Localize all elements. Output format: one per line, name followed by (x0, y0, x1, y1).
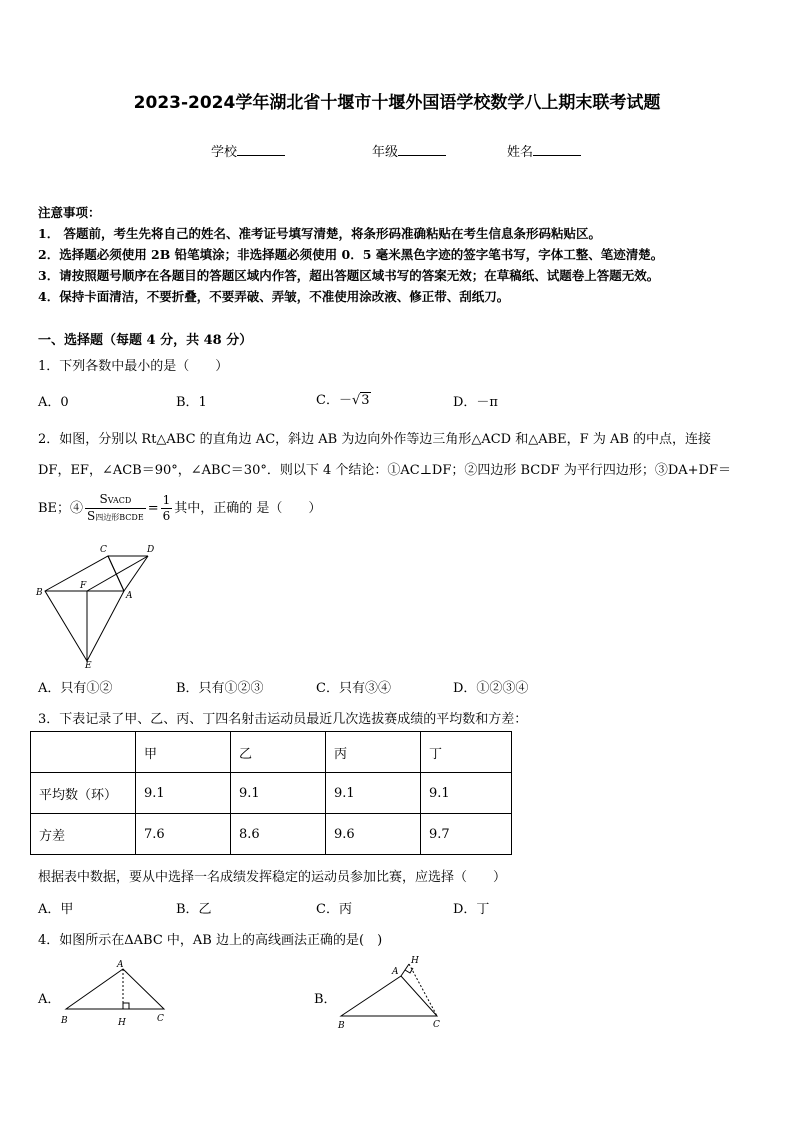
q1-option-c[interactable] (316, 389, 371, 408)
q2-line-3: BE；④ $\frac{\text{SVACD}}{\text{S四边形BCDE}}$ = $\frac{1}{6}$ 其中，正确的 是（ ） (38, 492, 322, 523)
school-blank[interactable] (237, 143, 285, 156)
section-heading: 一、选择题（每题 4 分，共 48 分） (38, 333, 253, 348)
fig-line-da (124, 556, 148, 591)
notice-item-2: 2．选择题必须使用 2B 铅笔填涂；非选择题必须使用 0．5 毫米黑色字迹的签字笔书写，字体工整、笔迹清楚。 (38, 247, 664, 262)
q4-figure-b (333, 950, 453, 1034)
fig-b-label-c: C (433, 1020, 440, 1030)
table-cell: 9.1 (136, 773, 231, 814)
table-header-cell: 乙 (231, 732, 326, 773)
school-field (211, 141, 285, 160)
fig-b-label-b: B (338, 1021, 345, 1031)
fig-label-d: D (147, 545, 155, 555)
school-label: 学校 (211, 145, 238, 160)
frac-num-s: S (99, 492, 108, 506)
frac-one: 1 (162, 493, 171, 507)
q4-option-a[interactable]: A． (38, 992, 61, 1007)
q2-option-b[interactable]: B．只有①②③ (176, 681, 264, 696)
name-blank[interactable] (533, 143, 581, 156)
q3-option-d[interactable]: D．丁 (453, 902, 490, 917)
scores-table (30, 731, 512, 855)
fig-label-a: A (126, 591, 133, 601)
q2-line-2: DF，EF，∠ACB＝90°，∠ABC＝30°．则以下 4 个结论：①AC⊥DF；②四边形 BCDF 为平行四边形；③DA+DF＝ (38, 463, 731, 478)
q1-option-c-prefix: C．－ (316, 393, 352, 408)
q2-line-1: 2．如图，分别以 Rt△ABC 的直角边 AC，斜边 AB 为边向外作等边三角形△ACD 和△ABE，F 为 AB 的中点，连接 (38, 432, 712, 447)
table-header-cell: 甲 (136, 732, 231, 773)
notice-item-1: 1． 答题前，考生先将自己的姓名、准考证号填写清楚，将条形码准确粘贴在考生信息条形码粘贴区。 (38, 226, 602, 241)
notice-item-4: 4．保持卡面清洁，不要折叠，不要弄破、弄皱，不准使用涂改液、修正带、刮纸刀。 (38, 289, 510, 304)
table-cell: 9.1 (231, 773, 326, 814)
table-header-row (31, 732, 512, 773)
table-row (31, 814, 512, 855)
grade-field (372, 141, 446, 160)
table-cell: 7.6 (136, 814, 231, 855)
table-header-cell (31, 732, 136, 773)
table-cell: 平均数（环） (31, 773, 136, 814)
table-cell: 8.6 (231, 814, 326, 855)
fig-label-f: F (80, 581, 87, 591)
frac-num-sub: VACD (107, 496, 132, 505)
table-cell: 9.7 (421, 814, 512, 855)
q1-option-a[interactable]: A．0 (38, 395, 69, 410)
fig-label-b: B (36, 588, 43, 598)
fig-line-ca (108, 556, 124, 591)
grade-label: 年级 (372, 145, 399, 160)
q2-option-a[interactable]: A．只有①② (38, 681, 113, 696)
fig-label-e: E (85, 661, 92, 670)
fig-label-c: C (100, 545, 107, 555)
q3-option-b[interactable]: B．乙 (176, 902, 212, 917)
q2-line-3-suffix: 其中，正确的 是（ ） (174, 501, 322, 516)
fig-line-fd (87, 556, 148, 591)
q1-option-d[interactable]: D．－π (453, 395, 498, 410)
fig-b-label-a: A (392, 967, 399, 977)
fig-a-label-c: C (157, 1014, 164, 1024)
frac-den-s: S (87, 509, 96, 523)
fig-a-right-angle (123, 1003, 129, 1009)
q3-option-c[interactable]: C．丙 (316, 902, 352, 917)
q2-option-c[interactable]: C．只有③④ (316, 681, 391, 696)
fig-a-label-h: H (118, 1018, 126, 1028)
fig-b-triangle (341, 976, 437, 1016)
fig-b-label-h: H (411, 956, 419, 966)
q1-option-c-radicand: 3 (361, 393, 370, 408)
frac-six: 6 (162, 509, 171, 523)
table-cell: 方差 (31, 814, 136, 855)
fig-a-triangle (66, 969, 164, 1009)
name-label: 姓名 (507, 145, 534, 160)
notice-item-3: 3．请按照题号顺序在各题目的答题区域内作答，超出答题区域书写的答案无效；在草稿纸、试题卷上答题无效。 (38, 268, 660, 283)
q1-stem: 1．下列各数中最小的是（ ） (38, 359, 229, 374)
frac-den-sub: 四边形BCDE (95, 513, 144, 522)
q4-stem: 4．如图所示在ΔABC 中，AB 边上的高线画法正确的是( ) (38, 933, 383, 948)
name-field (507, 141, 581, 160)
one-sixth-fraction (161, 493, 173, 524)
q4-figure-a (58, 955, 178, 1031)
q2-option-d[interactable]: D．①②③④ (453, 681, 529, 696)
table-row (31, 773, 512, 814)
table-header-cell: 丙 (326, 732, 421, 773)
sqrt-symbol: √ (351, 393, 361, 408)
grade-blank[interactable] (398, 143, 446, 156)
q3-stem: 3．下表记录了甲、乙、丙、丁四名射击运动员最近几次选拔赛成绩的平均数和方差： (38, 712, 528, 727)
page-title: 2023-2024学年湖北省十堰市十堰外国语学校数学八上期末联考试题 (133, 93, 661, 113)
fig-a-label-a: A (117, 960, 124, 970)
fig-a-label-b: B (61, 1016, 68, 1026)
notice-heading: 注意事项： (38, 205, 101, 220)
table-cell: 9.1 (421, 773, 512, 814)
q3-followup: 根据表中数据，要从中选择一名成绩发挥稳定的运动员参加比赛，应选择（ ） (38, 870, 507, 885)
table-cell: 9.1 (326, 773, 421, 814)
q2-line-3-prefix: BE；④ (38, 501, 84, 516)
q4-option-b[interactable]: B． (314, 992, 337, 1007)
area-ratio-fraction (85, 492, 146, 525)
q3-option-a[interactable]: A．甲 (38, 902, 74, 917)
table-header-cell: 丁 (421, 732, 512, 773)
fig-outline (45, 556, 124, 661)
q1-option-b[interactable]: B．1 (176, 395, 207, 410)
q2-figure (30, 540, 160, 670)
table-cell: 9.6 (326, 814, 421, 855)
